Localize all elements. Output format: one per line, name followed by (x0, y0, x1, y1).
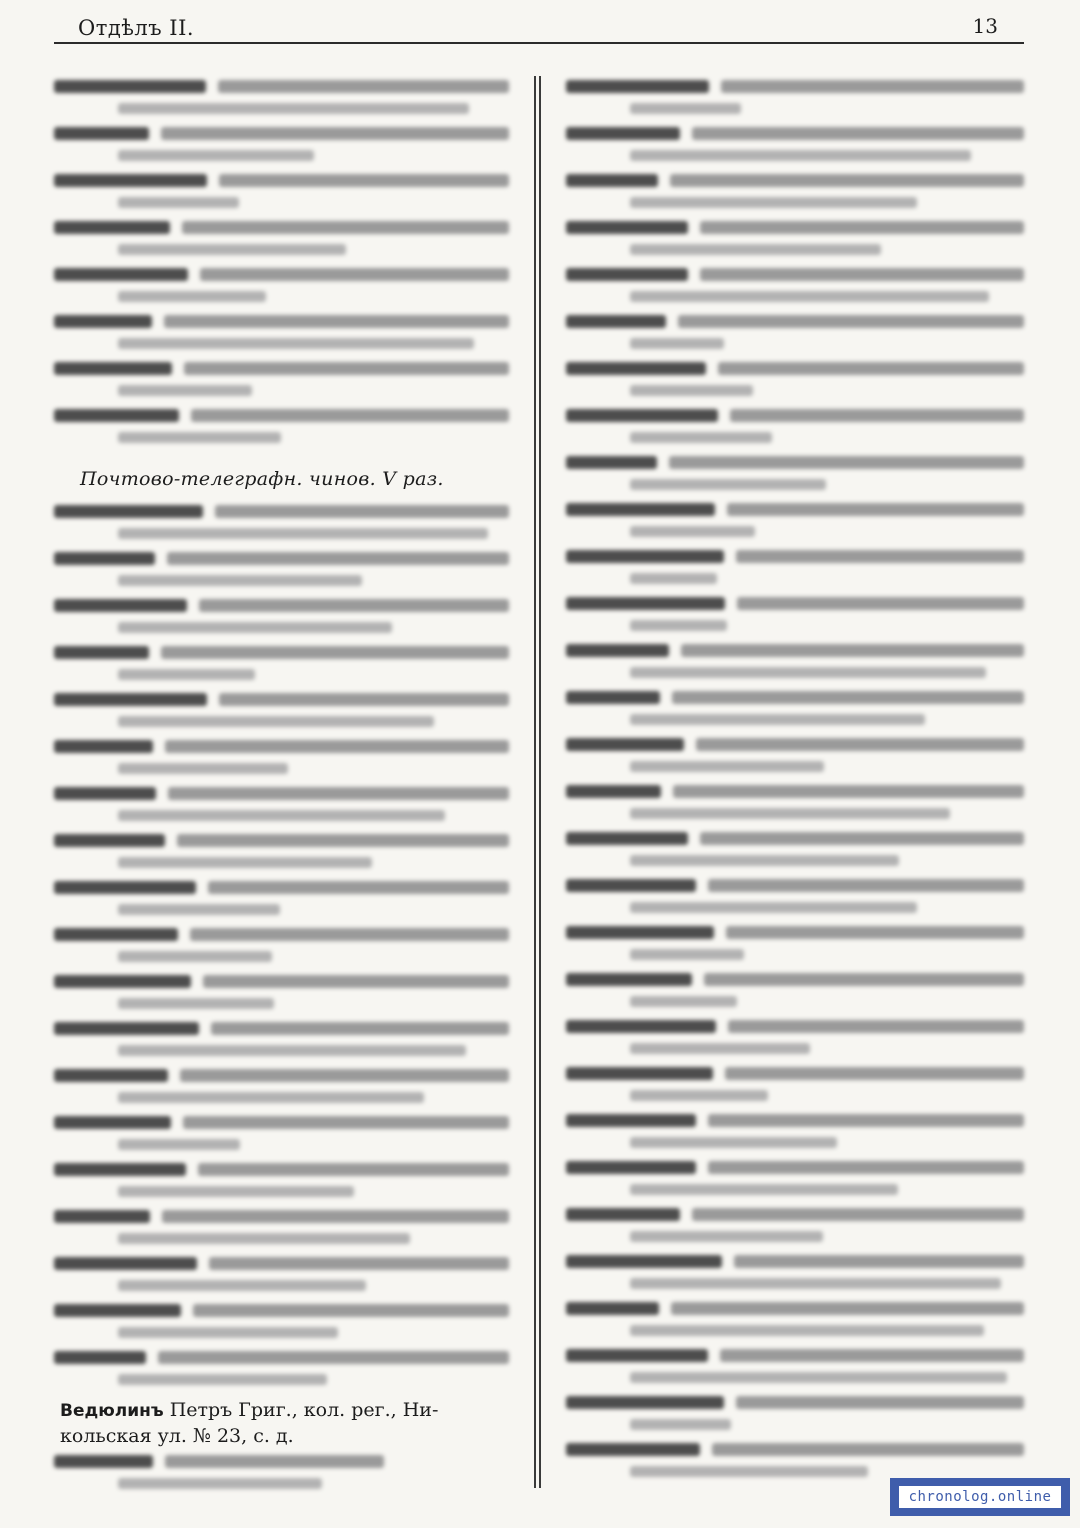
blurred-text (700, 221, 1024, 234)
blurred-text (630, 291, 989, 302)
blurred-text (712, 1443, 1024, 1456)
blurred-text (118, 528, 488, 539)
blurred-surname (54, 787, 156, 800)
entry-details-line2: кольская ул. № 23, с. д. (60, 1425, 294, 1447)
blurred-surname (566, 362, 706, 375)
blurred-text (630, 1419, 731, 1430)
blurred-text (208, 881, 509, 894)
blurred-surname (54, 1022, 199, 1035)
blurred-surname (566, 221, 688, 234)
blurred-text (118, 1233, 410, 1244)
blurred-text (700, 268, 1024, 281)
blurred-entry (54, 1153, 509, 1200)
blurred-entry (54, 211, 509, 258)
blurred-entry (54, 589, 509, 636)
blurred-text (167, 552, 509, 565)
blurred-text (672, 691, 1024, 704)
blurred-entry (54, 542, 509, 589)
blurred-text (219, 174, 509, 187)
blurred-text (700, 832, 1024, 845)
blurred-surname (566, 597, 725, 610)
section-heading: Почтово-телеграфн. чинов. V раз. (80, 468, 444, 490)
blurred-surname (54, 1069, 168, 1082)
blurred-text (630, 573, 717, 584)
blurred-text (118, 432, 281, 443)
left-column-entries-top (54, 70, 509, 446)
blurred-text (118, 1186, 354, 1197)
entry-details-line1: Петръ Григ., кол. рег., Ни- (169, 1399, 439, 1421)
blurred-entry (566, 164, 1024, 211)
blurred-entry (54, 683, 509, 730)
blurred-text (184, 362, 509, 375)
blurred-entry (54, 871, 509, 918)
blurred-text (118, 1280, 366, 1291)
blurred-text (198, 1163, 509, 1176)
blurred-text (200, 268, 509, 281)
blurred-text (630, 526, 755, 537)
blurred-surname (566, 503, 715, 516)
blurred-surname (54, 1163, 186, 1176)
blurred-entry (54, 965, 509, 1012)
blurred-surname (54, 1304, 181, 1317)
blurred-text (118, 622, 392, 633)
blurred-text (118, 1045, 466, 1056)
blurred-entry (54, 258, 509, 305)
blurred-entry (566, 963, 1024, 1010)
header-rule (54, 42, 1024, 44)
blurred-surname (566, 127, 680, 140)
blurred-text (630, 1231, 823, 1242)
blurred-entry (54, 1445, 509, 1492)
blurred-text (118, 998, 274, 1009)
blurred-text (118, 951, 272, 962)
blurred-surname (566, 550, 724, 563)
blurred-surname (566, 1067, 713, 1080)
blurred-text (736, 550, 1024, 563)
blurred-text (190, 928, 509, 941)
blurred-surname (54, 268, 188, 281)
blurred-surname (54, 505, 203, 518)
blurred-text (730, 409, 1024, 422)
blurred-entry (54, 399, 509, 446)
page-number: 13 (972, 14, 998, 38)
blurred-surname (54, 881, 196, 894)
blurred-entry (566, 1151, 1024, 1198)
blurred-text (630, 1325, 984, 1336)
blurred-text (678, 315, 1024, 328)
blurred-text (727, 503, 1024, 516)
blurred-text (630, 949, 744, 960)
blurred-surname (566, 785, 661, 798)
blurred-surname (54, 221, 170, 234)
blurred-text (725, 1067, 1024, 1080)
blurred-entry (54, 1247, 509, 1294)
blurred-text (630, 1090, 768, 1101)
watermark-text: chronolog.online (899, 1486, 1062, 1508)
blurred-text (118, 150, 314, 161)
blurred-text (720, 1349, 1024, 1362)
blurred-surname (566, 1161, 696, 1174)
blurred-text (630, 479, 826, 490)
blurred-surname (566, 409, 718, 422)
blurred-text (728, 1020, 1024, 1033)
blurred-entry (54, 636, 509, 683)
blurred-text (696, 738, 1024, 751)
left-column-entries-tail (54, 1445, 509, 1492)
blurred-text (118, 338, 474, 349)
blurred-text (630, 761, 824, 772)
blurred-entry (566, 399, 1024, 446)
blurred-text (161, 646, 509, 659)
blurred-entry (566, 493, 1024, 540)
blurred-entry (566, 1010, 1024, 1057)
blurred-entry (54, 117, 509, 164)
blurred-surname (566, 1020, 716, 1033)
blurred-text (177, 834, 509, 847)
column-divider (539, 76, 541, 1488)
blurred-text (118, 385, 252, 396)
blurred-entry (54, 918, 509, 965)
blurred-text (118, 103, 469, 114)
blurred-text (193, 1304, 509, 1317)
blurred-surname (566, 644, 669, 657)
blurred-text (692, 1208, 1024, 1221)
blurred-surname (566, 456, 657, 469)
blurred-entry (54, 1012, 509, 1059)
blurred-text (630, 667, 986, 678)
blurred-entry (566, 70, 1024, 117)
blurred-entry (566, 681, 1024, 728)
blurred-text (708, 1161, 1024, 1174)
blurred-text (630, 338, 724, 349)
blurred-text (681, 644, 1024, 657)
blurred-text (718, 362, 1024, 375)
blurred-surname (566, 268, 688, 281)
blurred-surname (566, 1208, 680, 1221)
blurred-entry (54, 730, 509, 777)
blurred-text (118, 1327, 338, 1338)
blurred-text (161, 127, 509, 140)
blurred-entry (566, 117, 1024, 164)
section-label: Отдѣлъ II. (78, 16, 195, 40)
blurred-entry (54, 1200, 509, 1247)
blurred-text (158, 1351, 509, 1364)
blurred-entry (54, 1294, 509, 1341)
blurred-text (630, 714, 925, 725)
entry-surname: Ведюлинъ (60, 1401, 164, 1421)
blurred-entry (566, 1339, 1024, 1386)
blurred-text (630, 385, 753, 396)
blurred-surname (566, 1396, 724, 1409)
blurred-entry (54, 352, 509, 399)
blurred-surname (54, 80, 206, 93)
blurred-text (162, 1210, 509, 1223)
blurred-entry (566, 211, 1024, 258)
blurred-surname (54, 834, 165, 847)
blurred-text (182, 221, 509, 234)
blurred-text (118, 810, 445, 821)
blurred-surname (566, 832, 688, 845)
blurred-entry (566, 1198, 1024, 1245)
blurred-entry (54, 1341, 509, 1388)
blurred-surname (54, 1257, 197, 1270)
blurred-text (630, 1137, 837, 1148)
blurred-text (630, 1466, 868, 1477)
blurred-text (183, 1116, 509, 1129)
blurred-text (165, 740, 509, 753)
blurred-surname (54, 174, 207, 187)
blurred-text (708, 1114, 1024, 1127)
blurred-surname (566, 926, 714, 939)
blurred-entry (54, 1106, 509, 1153)
blurred-surname (566, 738, 684, 751)
blurred-text (215, 505, 509, 518)
blurred-surname (566, 1443, 700, 1456)
blurred-text (211, 1022, 509, 1035)
blurred-text (630, 197, 917, 208)
blurred-entry (566, 634, 1024, 681)
blurred-text (118, 669, 255, 680)
blurred-surname (566, 174, 658, 187)
blurred-entry (54, 1059, 509, 1106)
blurred-text (118, 1374, 327, 1385)
blurred-surname (54, 646, 149, 659)
blurred-surname (54, 1116, 171, 1129)
blurred-text (630, 1278, 1001, 1289)
blurred-entry (566, 352, 1024, 399)
blurred-text (118, 244, 346, 255)
blurred-text (118, 197, 239, 208)
blurred-entry (566, 587, 1024, 634)
blurred-text (191, 409, 509, 422)
blurred-text (180, 1069, 509, 1082)
blurred-text (630, 902, 917, 913)
blurred-text (737, 597, 1024, 610)
blurred-entry (566, 1057, 1024, 1104)
left-column-entries-bottom (54, 495, 509, 1388)
blurred-surname (566, 80, 709, 93)
blurred-entry (566, 1292, 1024, 1339)
blurred-entry (566, 446, 1024, 493)
blurred-text (708, 879, 1024, 892)
blurred-text (630, 1043, 810, 1054)
column-divider (534, 76, 536, 1488)
blurred-text (630, 103, 741, 114)
blurred-surname (566, 1349, 708, 1362)
blurred-surname (54, 409, 179, 422)
blurred-text (203, 975, 509, 988)
blurred-entry (566, 1245, 1024, 1292)
blurred-entry (54, 305, 509, 352)
blurred-text (630, 244, 881, 255)
blurred-surname (566, 1114, 696, 1127)
blurred-text (118, 1139, 240, 1150)
blurred-text (118, 1478, 322, 1489)
blurred-surname (54, 740, 153, 753)
blurred-entry (54, 70, 509, 117)
blurred-text (726, 926, 1024, 939)
blurred-entry (54, 164, 509, 211)
blurred-entry (566, 822, 1024, 869)
blurred-entry (566, 305, 1024, 352)
blurred-entry (54, 824, 509, 871)
blurred-text (209, 1257, 509, 1270)
blurred-entry (54, 777, 509, 824)
blurred-text (692, 127, 1024, 140)
blurred-text (630, 432, 772, 443)
blurred-entry (566, 258, 1024, 305)
blurred-surname (566, 315, 666, 328)
blurred-surname (54, 599, 187, 612)
blurred-text (118, 904, 280, 915)
blurred-surname (566, 1255, 722, 1268)
blurred-entry (54, 495, 509, 542)
blurred-text (630, 808, 950, 819)
right-column-entries (566, 70, 1024, 1480)
blurred-text (118, 763, 288, 774)
blurred-surname (54, 127, 149, 140)
blurred-surname (54, 928, 178, 941)
blurred-text (630, 855, 899, 866)
blurred-entry (566, 869, 1024, 916)
blurred-entry (566, 728, 1024, 775)
blurred-surname (54, 1455, 153, 1468)
blurred-text (199, 599, 509, 612)
blurred-entry (566, 540, 1024, 587)
blurred-text (669, 456, 1024, 469)
blurred-text (118, 716, 434, 727)
blurred-text (118, 1092, 424, 1103)
blurred-surname (566, 1302, 659, 1315)
blurred-surname (566, 691, 660, 704)
blurred-text (118, 291, 266, 302)
blurred-text (673, 785, 1024, 798)
blurred-text (168, 787, 509, 800)
blurred-text (165, 1455, 384, 1468)
blurred-entry (566, 1104, 1024, 1151)
blurred-surname (54, 975, 191, 988)
blurred-surname (54, 693, 207, 706)
blurred-text (630, 1184, 898, 1195)
blurred-text (670, 174, 1024, 187)
blurred-text (219, 693, 509, 706)
blurred-surname (566, 879, 696, 892)
blurred-surname (566, 973, 692, 986)
blurred-entry (566, 775, 1024, 822)
blurred-text (630, 150, 971, 161)
blurred-entry (566, 1433, 1024, 1480)
blurred-surname (54, 1351, 146, 1364)
blurred-entry (566, 1386, 1024, 1433)
blurred-text (736, 1396, 1024, 1409)
blurred-text (118, 857, 372, 868)
blurred-text (630, 620, 727, 631)
blurred-surname (54, 362, 172, 375)
blurred-text (721, 80, 1024, 93)
blurred-text (671, 1302, 1024, 1315)
blurred-surname (54, 315, 152, 328)
blurred-surname (54, 552, 155, 565)
blurred-text (164, 315, 509, 328)
blurred-text (118, 575, 362, 586)
blurred-surname (54, 1210, 150, 1223)
blurred-text (630, 1372, 1007, 1383)
blurred-text (734, 1255, 1024, 1268)
blurred-text (630, 996, 737, 1007)
legible-entry (60, 1398, 515, 1449)
watermark (890, 1478, 1070, 1516)
blurred-entry (566, 916, 1024, 963)
blurred-text (218, 80, 509, 93)
blurred-text (704, 973, 1024, 986)
